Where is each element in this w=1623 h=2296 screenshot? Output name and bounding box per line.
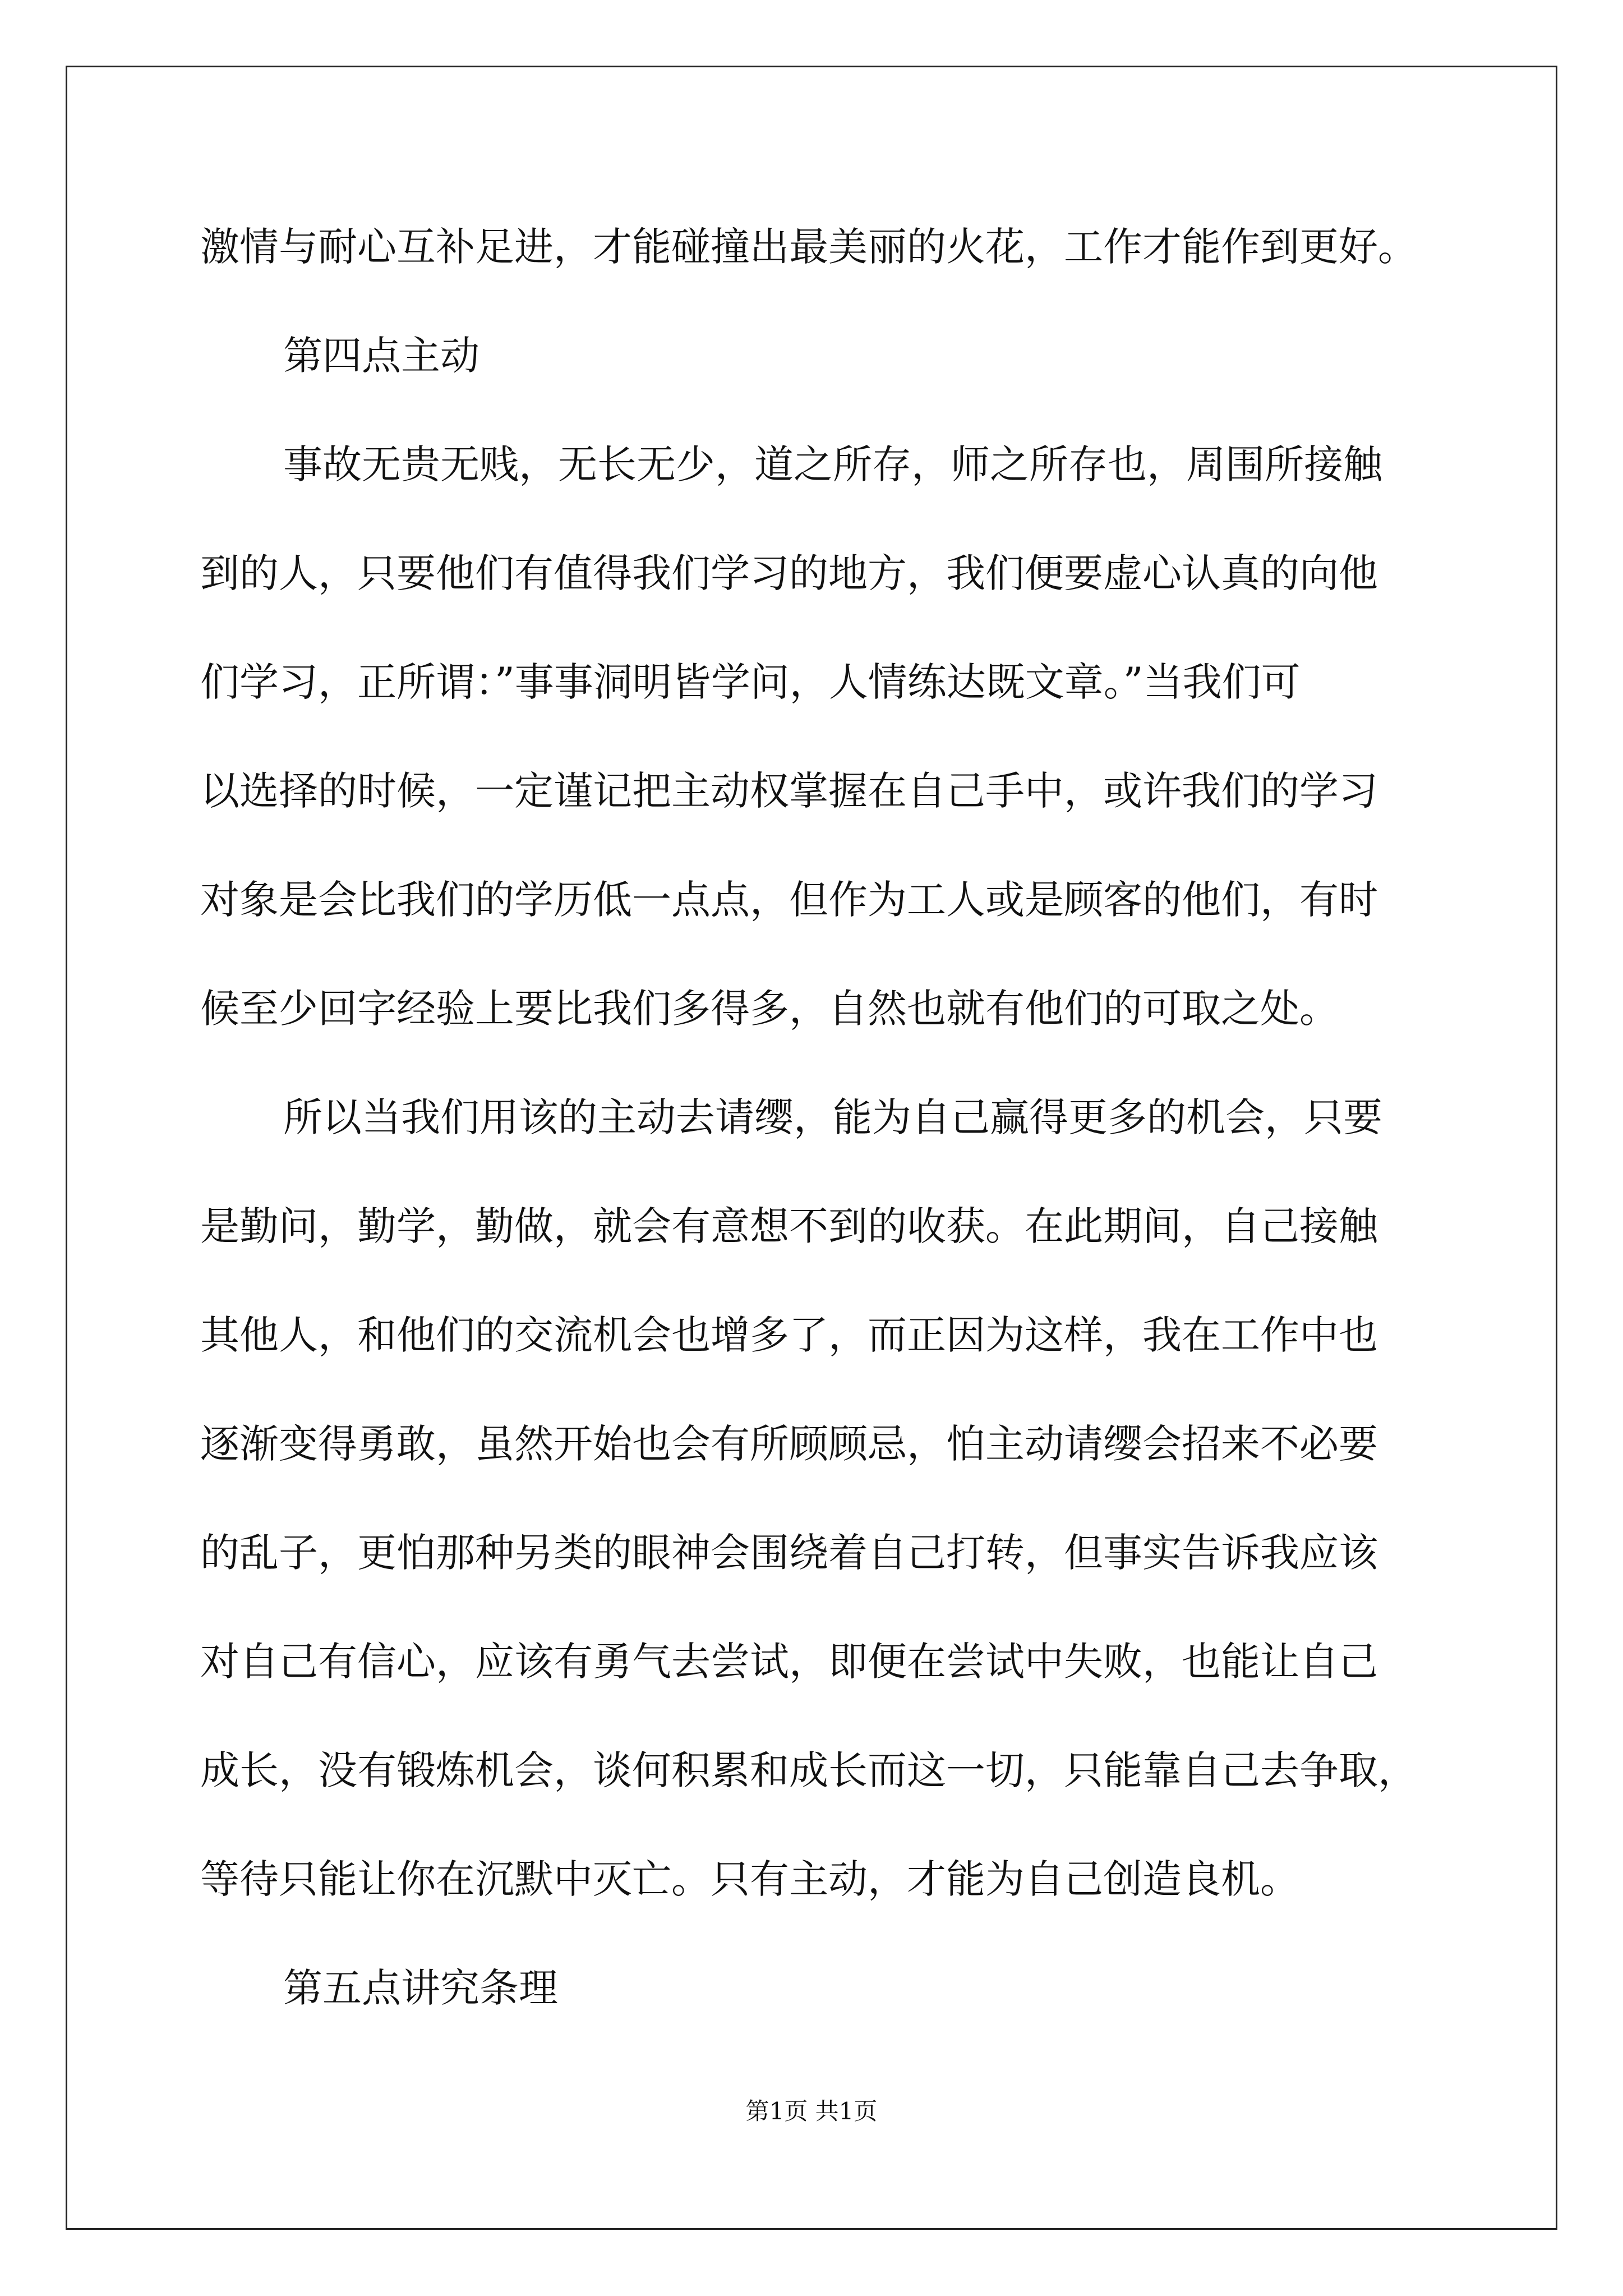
paragraph-line: 候至少回字经验上要比我们多得多，自然也就有他们的可取之处。 [200, 986, 1339, 1032]
paragraph-line: 对自己有信心，应该有勇气去尝试，即便在尝试中失败，也能让自己 [200, 1639, 1378, 1685]
section-heading: 第五点讲究条理 [283, 1965, 558, 2011]
paragraph-line: 们学习，正所谓：”事事洞明皆学问，人情练达既文章。”当我们可 [200, 659, 1301, 705]
paragraph-line: 所以当我们用该的主动去请缨，能为自己赢得更多的机会，只要 [283, 1094, 1382, 1140]
paragraph-line: 成长，没有锻炼机会，谈何积累和成长而这一切，只能靠自己去争取， [200, 1747, 1417, 1793]
section-heading: 第四点主动 [283, 333, 479, 379]
paragraph-line: 等待只能让你在沉默中灭亡。只有主动，才能为自己创造良机。 [200, 1856, 1299, 1902]
paragraph-line: 事故无贵无贱，无长无少，道之所存，师之所存也，周围所接触 [283, 441, 1382, 487]
paragraph-line: 以选择的时候，一定谨记把主动权掌握在自己手中，或许我们的学习 [200, 768, 1378, 814]
paragraph-line: 是勤问，勤学，勤做，就会有意想不到的收获。在此期间，自己接触 [200, 1203, 1378, 1249]
paragraph-line: 逐渐变得勇敢，虽然开始也会有所顾顾忌，怕主动请缨会招来不必要 [200, 1421, 1378, 1467]
paragraph-line: 激情与耐心互补足进，才能碰撞出最美丽的火花，工作才能作到更好。 [200, 224, 1417, 270]
paragraph-line: 的乱子，更怕那种另类的眼神会围绕着自己打转，但事实告诉我应该 [200, 1530, 1378, 1576]
page-number-footer: 第1页 共1页 [745, 2097, 878, 2125]
paragraph-line: 其他人，和他们的交流机会也增多了，而正因为这样，我在工作中也 [200, 1312, 1378, 1358]
paragraph-line: 到的人，只要他们有值得我们学习的地方，我们便要虚心认真的向他 [200, 550, 1378, 596]
paragraph-line: 对象是会比我们的学历低一点点，但作为工人或是顾客的他们，有时 [200, 877, 1378, 923]
